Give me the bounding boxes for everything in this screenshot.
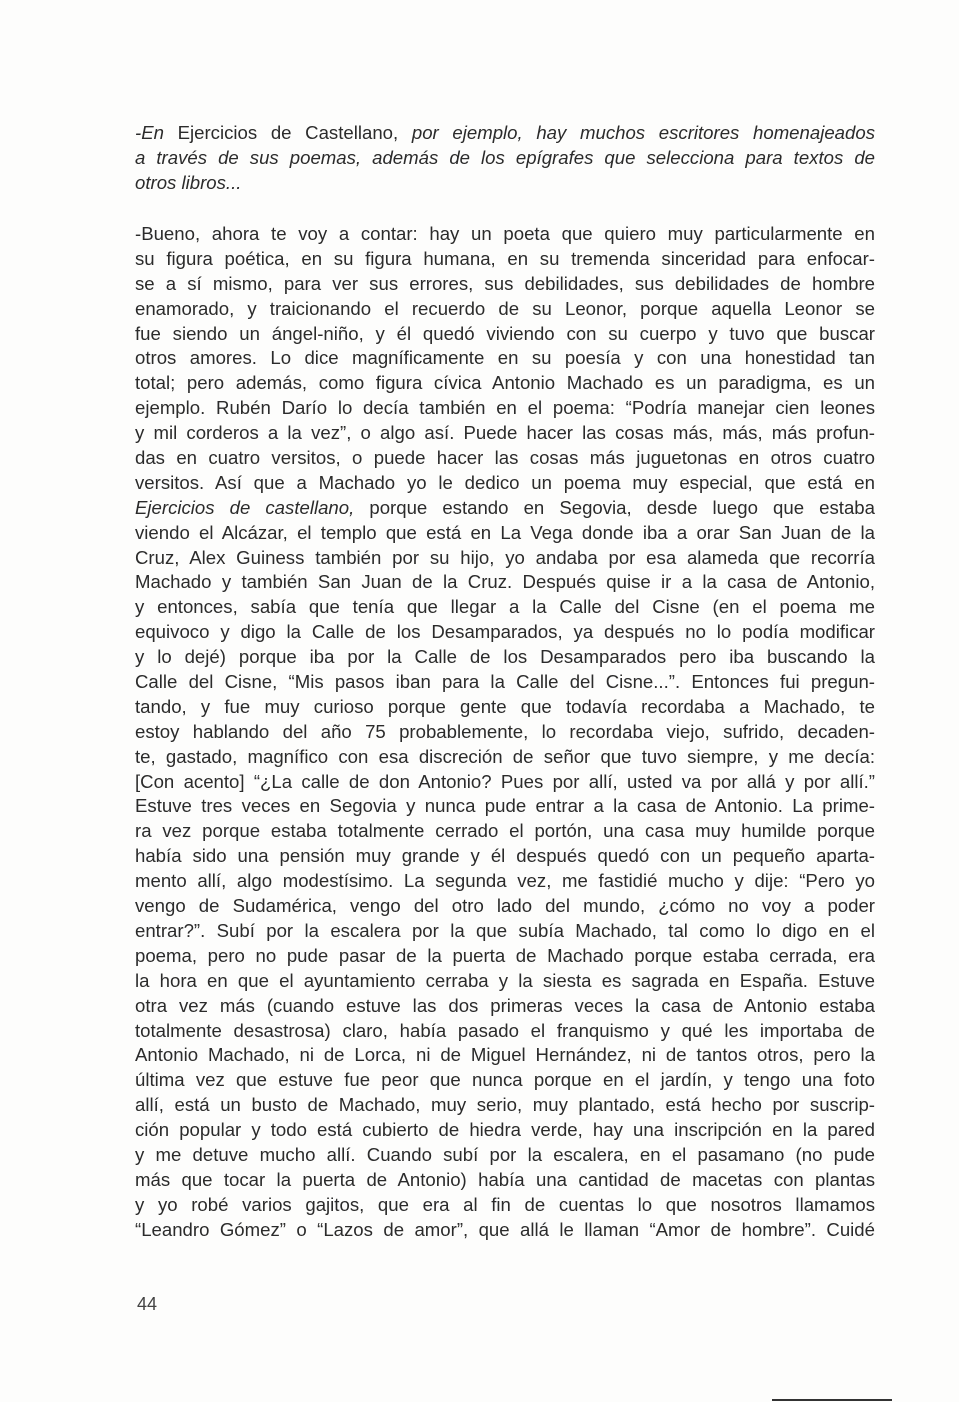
interview-question [135,121,875,196]
answer-line: había sido una pensión muy grande y él después quedó con un pequeño aparta- [135,845,875,867]
answer-line: vengo de Sudamérica, vengo del otro lado del mundo, ¿cómo no voy a poder [135,895,875,917]
answer-line [135,496,875,521]
answer-line: entrar?”. Subí por la escalera por la que subía Machado, tal como lo digo en el [135,919,875,941]
answer-line: viendo el Alcázar, el templo que está en La Vega donde iba a orar San Juan de la [135,521,875,543]
answer-line: das en cuatro versitos, o puede hacer las cosas más juguetonas en otros cuatro [135,447,875,469]
book-title-italic: Ejercicios de castellano, [135,496,355,518]
answer-line: “Leandro Gómez” o “Lazos de amor”, que allá le llaman “Amor de hombre”. Cuidé [135,1218,875,1240]
answer-line: -Bueno, ahora te voy a contar: hay un poeta que quiero muy particularmente en [135,223,875,244]
answer-line: [Con acento] “¿La calle de don Antonio? Pues por allí, usted va por allá y por allí.” [135,770,875,792]
page-number: 44 [137,1294,158,1314]
answer-line: mento allí, algo modestísimo. La segunda vez, me fastidié mucho y dije: “Pero yo [135,870,875,892]
answer-line: poema, pero no pude pasar de la puerta de Machado porque estaba cerrada, era [135,944,875,966]
interview-answer [135,222,875,1243]
question-line-3: otros libros... [135,171,242,193]
answer-line: enamorado, y traicionando el recuerdo de su Leonor, porque aquella Leonor se [135,297,875,319]
answer-line: Cruz, Alex Guiness también por su hijo, yo andaba por esa alameda que recorría [135,546,875,568]
answer-line: ra vez porque estaba totalmente cerrado el portón, una casa muy humilde porque [135,820,875,842]
answer-line: y lo dejé) porque iba por la Calle de los Desamparados pero iba buscando la [135,646,875,668]
question-prefix: -En [135,122,164,143]
answer-line: Machado y también San Juan de la Cruz. Después quise ir a la casa de Antonio, [135,571,875,593]
question-line-1 [135,121,875,146]
answer-line: fue siendo un ángel-niño, y él quedó viviendo con su cuerpo y tuvo que buscar [135,322,875,344]
footer-rule [772,1399,892,1401]
question-line-1-rest: por ejemplo, hay muchos escritores homenajeados [398,122,875,143]
answer-line: se a sí mismo, para ver sus errores, sus debilidades, sus debilidades de hombre [135,272,875,294]
answer-line: Estuve tres veces en Segovia y nunca pude entrar a la casa de Antonio. La prime- [135,795,875,817]
answer-line: tando, y fue muy curioso porque gente que todavía recordaba a Machado, te [135,695,875,717]
answer-line: versitos. Así que a Machado yo le dedico un poema muy especial, que está en [135,471,875,493]
answer-line: y yo robé varios gajitos, que era al fin de cuentas lo que nosotros llamamos [135,1193,875,1215]
answer-line-rest: porque estando en Segovia, desde luego que estaba [354,496,875,518]
answer-line: última vez que estuve fue peor que nunca porque en el jardín, y tengo una foto [135,1069,875,1091]
answer-line: Calle del Cisne, “Mis pasos iban para la Calle del Cisne...”. Entonces fui pregun- [135,671,875,693]
question-work-title: Ejercicios de Castellano, [163,122,399,143]
answer-line: la hora en que el ayuntamiento cerraba y la siesta es sagrada en España. Estuve [135,969,875,991]
answer-line: y me detuve mucho allí. Cuando subí por la escalera, en el pasamano (no pude [135,1143,875,1165]
answer-line: su figura poética, en su figura humana, en su tremenda sinceridad para enfocar- [135,247,875,269]
answer-line: allí, está un busto de Machado, muy serio, muy plantado, está hecho por suscrip- [135,1094,875,1116]
answer-line: otra vez más (cuando estuve las dos primeras veces la casa de Antonio estaba [135,994,875,1016]
answer-line: te, gastado, magnífico con esa discreción de señor que tuvo siempre, y me decía: [135,745,875,767]
answer-line: otros amores. Lo dice magníficamente en su poesía y con una honestidad tan [135,347,875,369]
answer-line: totalmente desastrosa) claro, había pasado el franquismo y qué les importaba de [135,1019,875,1041]
answer-line: estoy hablando del año 75 probablemente, lo recordaba viejo, sufrido, decaden- [135,720,875,742]
answer-line: Antonio Machado, ni de Lorca, ni de Miguel Hernández, ni de tantos otros, pero la [135,1044,875,1066]
answer-line: equivoco y digo la Calle de los Desamparados, ya después no lo podía modificar [135,621,875,643]
answer-line: ción popular y todo está cubierto de hiedra verde, hay una inscripción en la pared [135,1119,875,1141]
answer-line: y mil corderos a la vez”, o algo así. Puede hacer las cosas más, más, más profun- [135,422,875,444]
answer-line: ejemplo. Rubén Darío lo decía también en el poema: “Podría manejar cien leones [135,397,875,419]
answer-line: total; pero además, como figura cívica Antonio Machado es un paradigma, es un [135,372,875,394]
answer-line: y entonces, sabía que tenía que llegar a la Calle del Cisne (en el poema me [135,596,875,618]
question-line-2: a través de sus poemas, además de los epígrafes que selecciona para textos de [135,146,875,168]
answer-line: más que tocar la puerta de Antonio) había una cantidad de macetas con plantas [135,1168,875,1190]
